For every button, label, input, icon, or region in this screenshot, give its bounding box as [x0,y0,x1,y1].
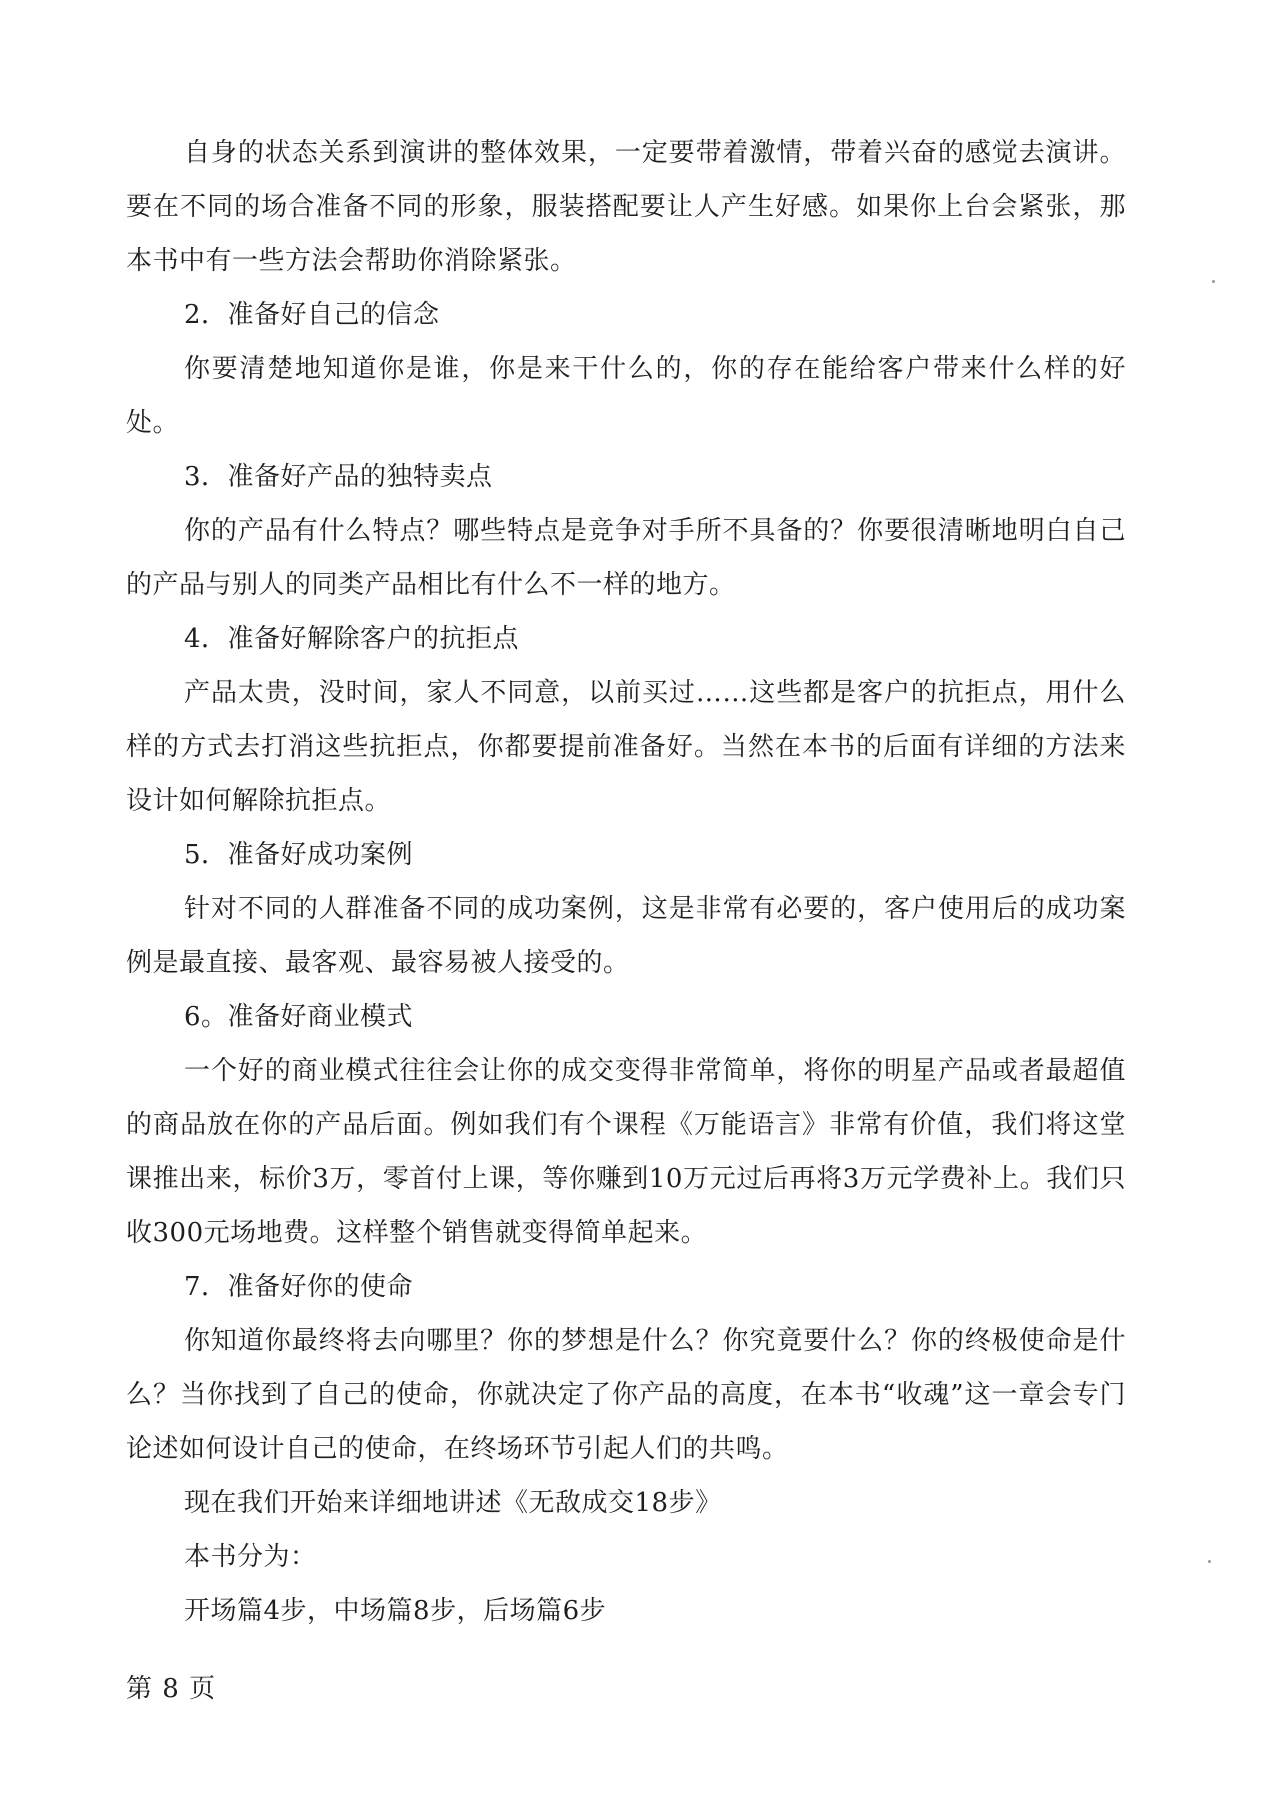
heading-selling-point: 3．准备好产品的独特卖点 [184,462,493,492]
paragraph-intro-steps: 现在我们开始来详细地讲述《无敌成交18步》 [184,1488,722,1518]
paragraph-business-model: 一个好的商业模式往往会让你的成交变得非常简单，将你的明星产品或者最超值的商品放在你的产品后面。例如我们有个课程《万能语言》非常有价值，我们将这堂课推出来，标价3万，零首付上课，等你赚到10万元过后再将3万元学费补上。我们只收300元场地费。这样整个销售就变得简单起来。 [126,1056,1126,1248]
paragraph-selling-point: 你的产品有什么特点？哪些特点是竞争对手所不具备的？你要很清晰地明白自己的产品与别人的同类产品相比有什么不一样的地方。 [126,516,1126,600]
heading-business-model: 6。准备好商业模式 [184,1002,414,1032]
heading-mission: 7．准备好你的使命 [184,1272,414,1302]
body-text [126,126,1126,1638]
paragraph-success-cases: 针对不同的人群准备不同的成功案例，这是非常有必要的，客户使用后的成功案例是最直接、最客观、最容易被人接受的。 [126,894,1126,978]
paragraph-objections: 产品太贵，没时间，家人不同意，以前买过……这些都是客户的抗拒点，用什么样的方式去打消这些抗拒点，你都要提前准备好。当然在本书的后面有详细的方法来设计如何解除抗拒点。 [126,678,1126,816]
heading-success-cases: 5．准备好成功案例 [184,840,414,870]
scan-speck [1208,1560,1211,1563]
heading-belief: 2．准备好自己的信念 [184,300,440,330]
page-number: 第 8 页 [126,1674,217,1704]
paragraph-mission: 你知道你最终将去向哪里？你的梦想是什么？你究竟要什么？你的终极使命是什么？当你找到了自己的使命，你就决定了你产品的高度，在本书“收魂”这一章会专门论述如何设计自己的使命，在终场环节引起人们的共鸣。 [126,1326,1126,1464]
paragraph-state: 自身的状态关系到演讲的整体效果，一定要带着激情，带着兴奋的感觉去演讲。要在不同的场合准备不同的形象，服装搭配要让人产生好感。如果你上台会紧张，那本书中有一些方法会帮助你消除紧张。 [126,138,1126,276]
paragraph-book-parts: 开场篇4步，中场篇8步，后场篇6步 [184,1596,607,1626]
paragraph-book-division: 本书分为： [184,1542,317,1572]
heading-objections: 4．准备好解除客户的抗拒点 [184,624,520,654]
scan-speck [1212,280,1215,283]
paragraph-belief: 你要清楚地知道你是谁，你是来干什么的，你的存在能给客户带来什么样的好处。 [126,354,1126,438]
